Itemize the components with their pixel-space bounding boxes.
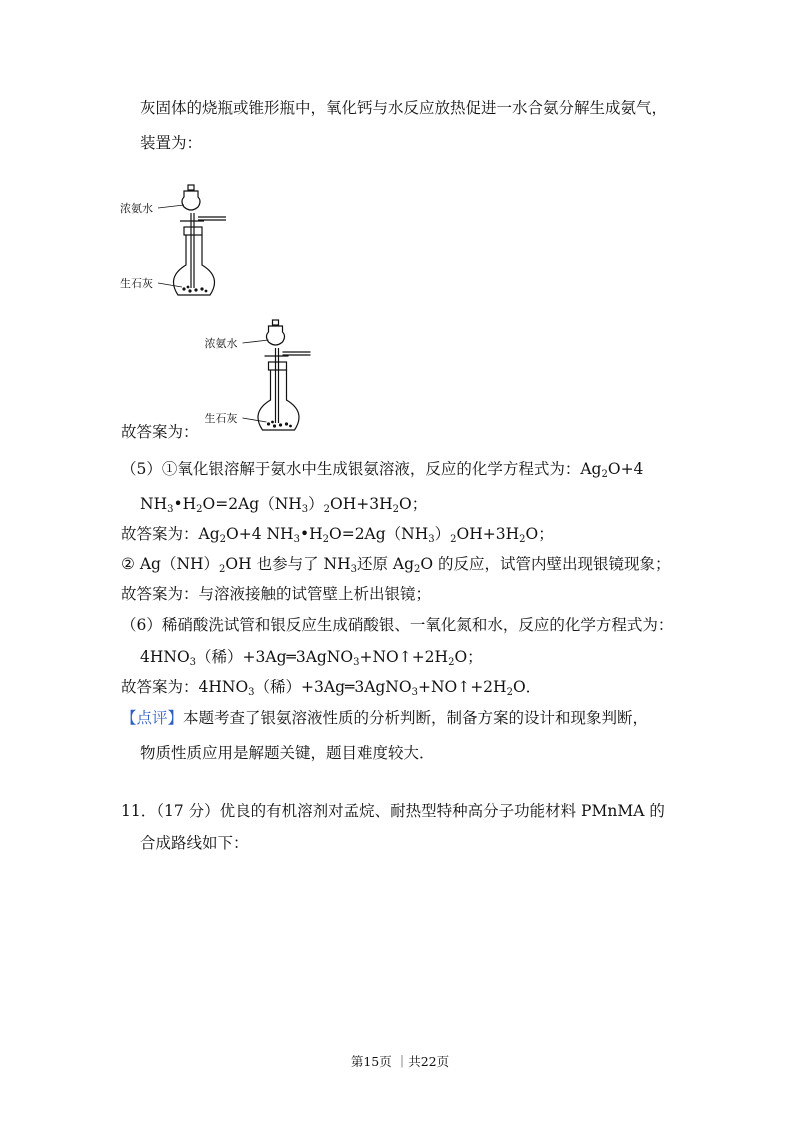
ammonia-apparatus-figure-1	[118, 183, 248, 303]
intro-line-2: 装置为：	[140, 134, 203, 152]
review-line-1: 【点评】本题考查了银氨溶液性质的分析判断，制备方案的设计和现象判断，	[121, 709, 649, 727]
fig1-label-ammonia: 浓氨水	[120, 202, 153, 215]
q11-line-2: 合成路线如下：	[140, 834, 249, 852]
answer-6: 故答案为：$4HNO_3$（稀）$+3Ag═3AgNO_3+NO↑+2H_2O$．	[121, 678, 542, 698]
intro-line-1: 灰固体的烧瓶或锥形瓶中，氧化钙与水反应放热促进一水合氨分解生成氨气，	[140, 99, 668, 117]
answer-5-2: 故答案为：与溶液接触的试管壁上析出银镜；	[121, 585, 432, 603]
answer-figure-prefix: 故答案为：	[121, 423, 199, 441]
ammonia-apparatus-figure-2	[200, 318, 335, 438]
q5-part-2: ② $Ag(NH)_2OH$ 也参与了 $NH_3$还原 $Ag_2O$ 的反应，试管内壁出现银镜现象；	[121, 555, 671, 575]
q6-line-2: $4HNO_3$（稀）$+3Ag═3AgNO_3+NO↑+2H_2O$；	[140, 648, 483, 668]
q5-line-2: $NH_3•H_2O=2Ag(NH_3)_2OH+3H_2O$；	[140, 495, 428, 515]
q6-line-1: （6）稀硝酸洗试管和银反应生成硝酸银、一氧化氮和水，反应的化学方程式为：	[121, 616, 674, 634]
review-line-2: 物质性质应用是解题关键，题目难度较大．	[140, 744, 435, 762]
fig2-label-quicklime: 生石灰	[204, 412, 238, 425]
q5-line-1: （5）①氧化银溶解于氨水中生成银氨溶液，反应的化学方程式为：$Ag_2O+4$	[121, 460, 644, 480]
fig2-label-ammonia: 浓氨水	[204, 337, 238, 350]
q11-line-1: 11．（17 分）优良的有机溶剂对孟烷、耐热型特种高分子功能材料 PMnMA 的	[121, 802, 665, 820]
fig1-label-quicklime: 生石灰	[120, 277, 153, 290]
answer-5-1: 故答案为：$Ag_2O+4$ $NH_3•H_2O=2Ag(NH_3)_2OH+3H_2O$；	[121, 525, 554, 545]
page-number: 第15页 ｜共22页	[350, 1054, 450, 1069]
review-tag: 【点评】	[121, 709, 184, 727]
